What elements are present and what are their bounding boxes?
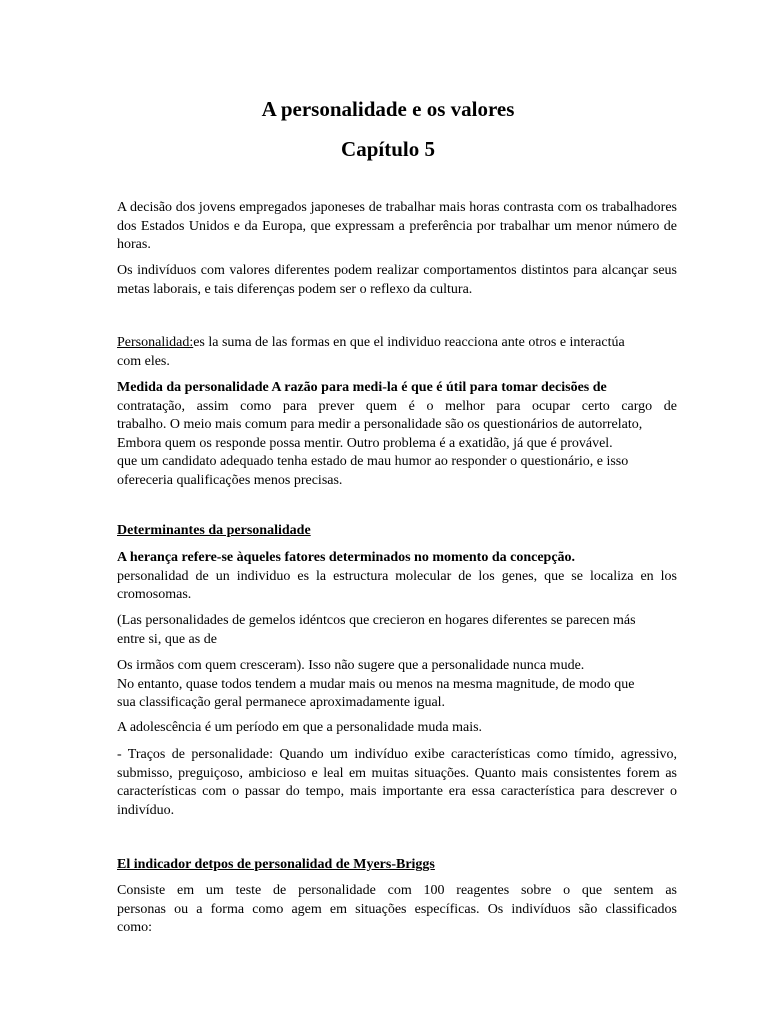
document-title: A personalidade e os valores	[261, 97, 515, 121]
gemelos-paragraph	[117, 612, 677, 649]
irmaos-line-1: Os irmãos com quem cresceram). Isso não sugere que a personalidade nunca mude.	[117, 658, 585, 673]
medida-section	[117, 379, 677, 490]
myers-briggs-heading: El indicador detpos de personalidad de Myers-Briggs	[117, 857, 435, 872]
irmaos-paragraph	[117, 657, 677, 713]
heranca-text: personalidad de un individuo es la estructura molecular de los genes, que se localiza en los cromosomas.	[117, 568, 677, 602]
determinantes-heading: Determinantes da personalidade	[117, 523, 311, 538]
medida-line-4: que um candidato adequado tenha estado de mau humor ao responder o questionário, e isso	[117, 454, 629, 469]
myers-line-2: personas ou a forma como agem em situações específicas. Os indivíduos são classificados	[117, 901, 677, 917]
adolescencia-paragraph: A adolescência é um período em que a personalidade muda mais.	[117, 720, 483, 735]
medida-heading: Medida da personalidade A razão para medi-la é que é útil para tomar decisões de	[117, 380, 607, 395]
myers-briggs-paragraph	[117, 882, 677, 938]
intro-paragraph-1: A decisão dos jovens empregados japoneses de trabalhar mais horas contrasta com os trabalhadores dos Estados Unidos e da Europa, que expressam a preferência por trabalhar um menor número de horas.	[117, 200, 677, 252]
irmaos-line-2: No entanto, quase todos tendem a mudar mais ou menos na mesma magnitude, de modo que	[117, 676, 635, 692]
myers-line-1: Consiste em um teste de personalidade com 100 reagentes sobre o que sentem as	[117, 883, 677, 898]
medida-line-3: Embora quem os responde possa mentir. Outro problema é a exatidão, já que é provável.	[117, 435, 613, 451]
chapter-heading: Capítulo 5	[341, 137, 435, 161]
heranca-section	[117, 549, 677, 605]
medida-line-1: contratação, assim como para prever quem é o melhor para ocupar certo cargo de	[117, 398, 677, 414]
medida-line-5: ofereceria qualificações menos precisas.	[117, 472, 343, 488]
personalidad-line-1: es la suma de las formas en que el individuo reacciona ante otros e interactúa	[193, 335, 625, 350]
tracos-paragraph: - Traços de personalidade: Quando um indivíduo exibe características como tímido, agressivo, submisso, preguiçoso, ambicioso e leal em muitas situações. Quanto mais consistentes forem as características com o passar do tempo, mais importante era essa característica para descrever o indivíduo.	[117, 747, 677, 818]
intro-paragraph-2: Os indivíduos com valores diferentes podem realizar comportamentos distintos para alcançar seus metas laborais, e tais diferenças podem ser o reflexo da cultura.	[117, 263, 677, 297]
personalidad-line-2: com eles.	[117, 353, 170, 369]
gemelos-line-2: entre si, que as de	[117, 631, 217, 647]
personalidad-term: Personalidad:	[117, 335, 194, 350]
heranca-heading: A herança refere-se àqueles fatores determinados no momento da concepção.	[117, 550, 576, 565]
irmaos-line-3: sua classificação geral permanece aproximadamente igual.	[117, 695, 446, 710]
myers-line-3: como:	[117, 920, 152, 935]
gemelos-line-1: (Las personalidades de gemelos idéntcos que crecieron en hogares diferentes se parecen más	[117, 613, 636, 628]
medida-line-2: trabalho. O meio mais comum para medir a personalidade são os questionários de autorrelato,	[117, 417, 643, 432]
personalidad-definition	[117, 334, 677, 371]
